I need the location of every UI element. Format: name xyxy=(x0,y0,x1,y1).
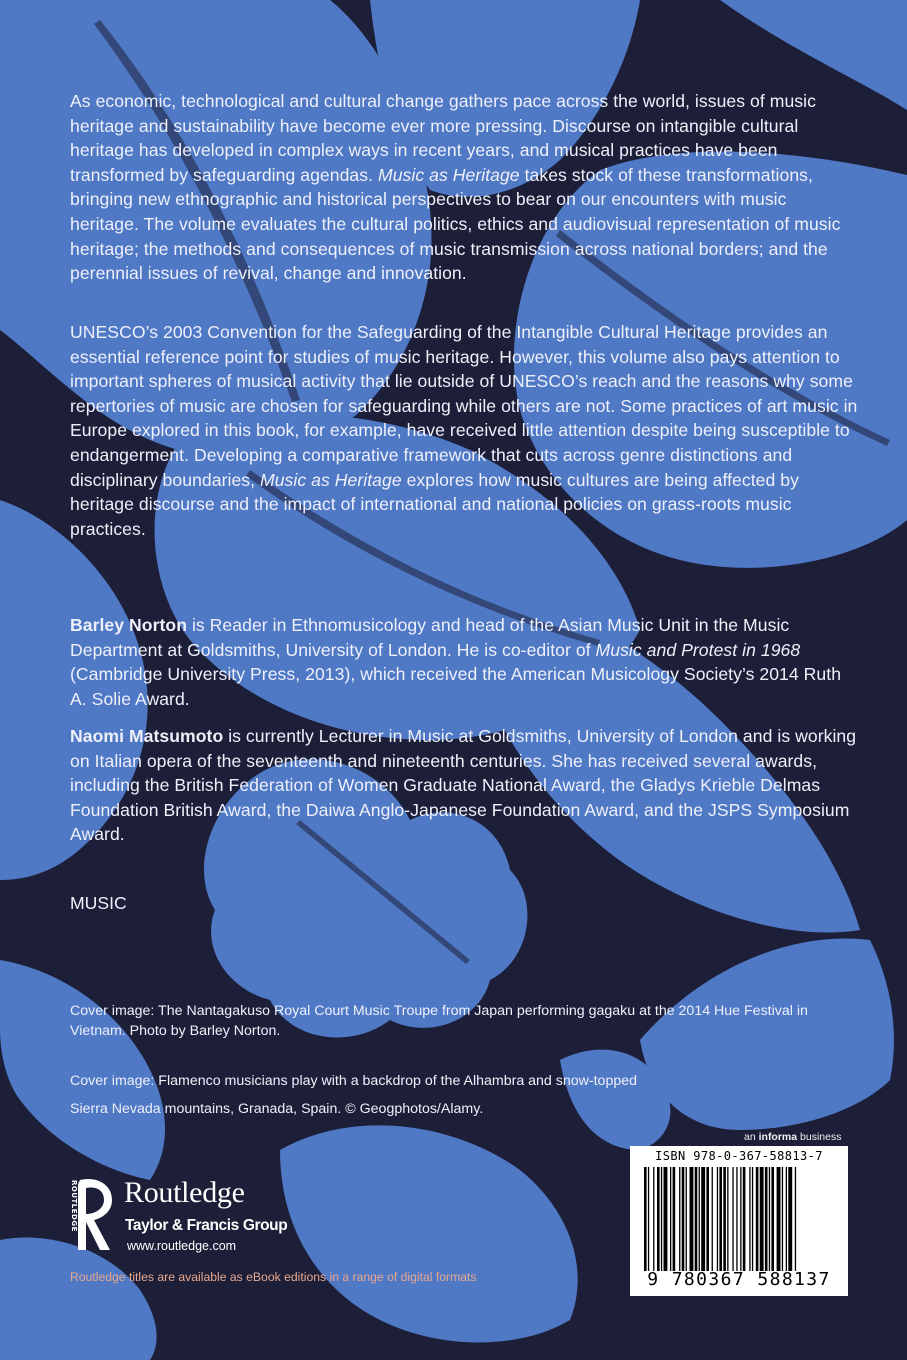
book-title: Music and Protest in 1968 xyxy=(595,639,801,660)
book-title: Music as Heritage xyxy=(260,469,402,490)
barcode-bar xyxy=(648,1167,649,1271)
barcode-bar xyxy=(786,1167,787,1271)
barcode-bar xyxy=(686,1167,687,1271)
barcode-bar xyxy=(740,1167,741,1271)
barcode-bar xyxy=(679,1167,680,1271)
logo-mark-text: ROUTLEDGE xyxy=(70,1180,78,1232)
blurb-text: As economic, technological and cultural change gathers pace across the world, issues of music heritage and sustainability have become ever more pressing. Discourse on intangible cultural heritage has developed in complex ways in recent years, and musical practices have been transformed by safeguarding agendas. xyxy=(70,91,816,185)
barcode-bar xyxy=(752,1167,753,1271)
barcode-bar xyxy=(788,1167,792,1271)
barcode-bar xyxy=(644,1167,647,1271)
barcode-bar xyxy=(719,1167,722,1271)
barcode-bar xyxy=(664,1167,668,1271)
blurb-paragraph-2 xyxy=(70,320,860,541)
publisher-url: www.routledge.com xyxy=(127,1239,237,1253)
barcode-bar xyxy=(699,1167,700,1271)
isbn-barcode xyxy=(630,1146,848,1296)
routledge-r-icon xyxy=(66,1174,120,1254)
barcode-bar xyxy=(771,1167,774,1271)
credit-text: Cover image: Flamenco musicians play with a backdrop of the Alhambra and snow-topped xyxy=(70,1073,638,1089)
barcode-bar xyxy=(736,1167,737,1271)
barcode-bar xyxy=(670,1167,671,1271)
barcode-digits: 9 780367 588137 xyxy=(647,1269,831,1290)
barcode-bar xyxy=(743,1167,746,1271)
publisher-name: Routledge xyxy=(124,1176,245,1209)
barcode-bar xyxy=(706,1167,709,1271)
barcode-bar xyxy=(701,1167,705,1271)
cover-credit-1 xyxy=(70,1001,830,1041)
informa-brand: informa xyxy=(758,1131,798,1143)
barcode-bar xyxy=(653,1167,654,1271)
barcode-bar xyxy=(727,1167,728,1271)
barcode-bar xyxy=(723,1167,726,1271)
barcode-bar xyxy=(690,1167,694,1271)
blurb-text: UNESCO’s 2003 Convention for the Safeguarding of the Intangible Cultural Heritage provides an essential reference point for studies of music heritage. However, this volume also pays attention to important spheres of musical activity that lie outside of UNESCO’s reach and the reasons why some repertories of music are chosen for safeguarding while others are not. Some practices of art music in Europe explored in this book, for example, have received little attention despite being susceptible to endangerment. Developing a comparative framework that cuts across genre distinctions and disciplinary boundaries, xyxy=(70,322,858,490)
informa-prefix: an xyxy=(744,1131,759,1143)
publisher-group: Taylor & Francis Group xyxy=(125,1217,288,1234)
barcode-bar xyxy=(712,1167,713,1271)
credit-text: Cover image: The Nantagakuso Royal Court Music Troupe from Japan performing gagaku at the 2014 Hue Festival in Vietnam. Photo by Barley Norton. xyxy=(70,1003,808,1039)
barcode-bar xyxy=(732,1167,733,1271)
barcode-bars xyxy=(644,1167,838,1271)
routledge-logo xyxy=(66,1172,326,1262)
barcode-bar xyxy=(782,1167,783,1271)
barcode-bar xyxy=(695,1167,698,1271)
ebook-note: Routledge titles are available as eBook editions in a range of digital formats xyxy=(70,1270,477,1284)
barcode-bar xyxy=(760,1167,764,1271)
barcode-bar xyxy=(765,1167,768,1271)
barcode-bar xyxy=(661,1167,662,1271)
isbn-label: ISBN 978-0-367-58813-7 xyxy=(655,1149,823,1163)
author-bio-2 xyxy=(70,724,860,847)
informa-business-tag xyxy=(744,1131,841,1143)
barcode-bar xyxy=(657,1167,660,1271)
author-bio-1 xyxy=(70,613,860,711)
blurb-text: takes stock of these transformations, bringing new ethnographic and historical perspectives to bear on our encounters with music heritage. The volume evaluates the cultural politics, ethics and audiovisual representation of music heritage; the methods and consequences of music transmission across national borders; and the perennial issues of revival, change and innovation. xyxy=(70,164,841,284)
bio-text: is currently Lecturer in Music at Goldsmiths, University of London and is working on Italian opera of the seventeenth and nineteenth centuries. She has received several awards, including the British Federation of Women Graduate National Award, the Gladys Krieble Delmas Foundation British Award, the Daiwa Anglo-Japanese Foundation Award, and the JSPS Symposium Award. xyxy=(70,726,857,845)
barcode-bar xyxy=(756,1167,759,1271)
barcode-bar xyxy=(673,1167,676,1271)
barcode-bar xyxy=(749,1167,750,1271)
barcode-bar xyxy=(777,1167,781,1271)
barcode-bar xyxy=(717,1167,718,1271)
bio-text: is Reader in Ethnomusicology and head of the Asian Music Unit in the Music Department at Goldsmiths, University of London. He is co-editor of xyxy=(70,615,790,660)
barcode-bar xyxy=(682,1167,685,1271)
barcode-bar xyxy=(795,1167,796,1271)
barcode-bar xyxy=(769,1167,770,1271)
cover-credit-2 xyxy=(70,1067,830,1123)
blurb-text: explores how music cultures are being affected by heritage discourse and the impact of international and national policies on grass-roots music practices. xyxy=(70,469,799,539)
blurb-paragraph-1 xyxy=(70,89,860,286)
subject-category: MUSIC xyxy=(70,893,127,913)
author-name: Naomi Matsumoto xyxy=(70,726,224,746)
informa-suffix: business xyxy=(797,1131,842,1143)
author-name: Barley Norton xyxy=(70,615,187,635)
bio-text: (Cambridge University Press, 2013), which received the American Musicology Society’s 2014 Ruth A. Solie Award. xyxy=(70,664,842,709)
book-title: Music as Heritage xyxy=(377,164,520,185)
credit-text: Sierra Nevada mountains, Granada, Spain. © Geogphotos/Alamy. xyxy=(70,1101,484,1117)
